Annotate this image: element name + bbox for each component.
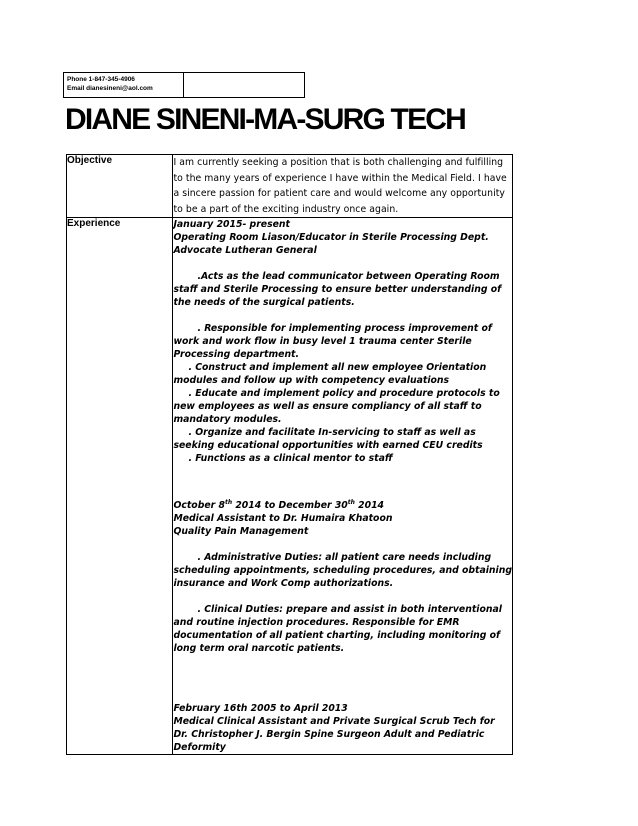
job-1-duty-1: .Acts as the lead communicator between Operating Room staff and Sterile Processing to ensure better understanding of the needs of the surgical patients.: [173, 271, 502, 308]
job-2: [173, 499, 512, 655]
job-3-title-line-3: Deformity: [173, 742, 226, 753]
job-3-dates: February 16th 2005 to April 2013: [173, 703, 348, 714]
job-2-duty-2: . Clinical Duties: prepare and assist in both interventional and routine injection procedures. Responsible for EMR documentation of all patient charting, including monitoring of long term oral narcotic patients.: [173, 604, 502, 654]
job-1: [173, 218, 512, 465]
resume-table: [66, 154, 513, 755]
job-3: [173, 702, 512, 754]
job-1-duty-2: . Responsible for implementing process improvement of work and work flow in busy level 1 trauma center Sterile Processing department.: [173, 323, 492, 360]
job-3-title-line-2: Dr. Christopher J. Bergin Spine Surgeon Adult and Pediatric: [173, 729, 485, 740]
job-2-employer: Quality Pain Management: [173, 526, 309, 537]
job-1-duty-5: . Organize and facilitate In-servicing to staff as well as seeking educational opportunities with earned CEU credits: [173, 427, 483, 451]
objective-text: I am currently seeking a position that is both challenging and fulfilling to the many years of experience I have within the Medical Field. I have a sincere passion for patient care and would welcome any opportunity to be a part of the exciting industry once again.: [173, 155, 513, 218]
contact-info: [64, 73, 184, 97]
contact-empty-cell: [184, 73, 304, 97]
objective-label: Objective: [67, 155, 173, 218]
resume-name-title: DIANE SINENI-MA-SURG TECH: [65, 103, 466, 136]
job-1-duty-4: . Educate and implement policy and procedure protocols to new employees as well as ensure compliancy of all staff to mandatory modules.: [173, 388, 500, 425]
job-1-duty-6: . Functions as a clinical mentor to staff: [188, 453, 393, 464]
job-1-employer: Advocate Lutheran General: [173, 245, 317, 256]
contact-box: [63, 72, 305, 98]
email-text: Email dianesineni@aol.com: [67, 85, 153, 92]
objective-row: [67, 155, 513, 218]
experience-content: [173, 218, 513, 755]
job-2-duty-1: . Administrative Duties: all patient care needs including scheduling appointments, scheduling procedures, and obtaining insurance and Work Comp authorizations.: [173, 552, 512, 589]
job-1-dates: January 2015- present: [173, 219, 290, 230]
job-1-title: Operating Room Liason/Educator in Sterile Processing Dept.: [173, 232, 489, 243]
experience-row: [67, 218, 513, 755]
phone-text: Phone 1-847-345-4906: [67, 76, 135, 83]
job-2-dates: October 8th 2014 to December 30th 2014: [173, 498, 385, 511]
job-1-duty-3: . Construct and implement all new employee Orientation modules and follow up with competency evaluations: [173, 362, 487, 386]
experience-label: Experience: [67, 218, 173, 755]
job-2-title: Medical Assistant to Dr. Humaira Khatoon: [173, 513, 393, 524]
job-3-title-line-1: Medical Clinical Assistant and Private Surgical Scrub Tech for: [173, 716, 495, 727]
